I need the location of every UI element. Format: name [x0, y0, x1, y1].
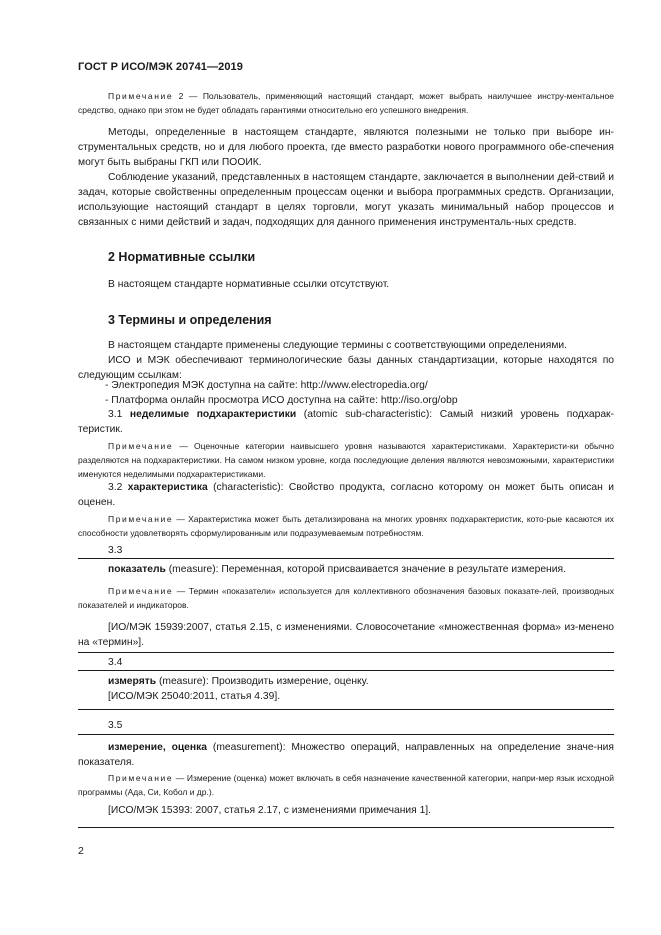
term-name: характеристика	[127, 482, 208, 493]
section-3-intro-2: ИСО и МЭК обеспечивают терминологические базы данных стандартизации, которые находятся по следующим ссылкам:	[78, 355, 614, 381]
bullet-electropedia: - Электропедия МЭК доступна на сайте: http://www.electropedia.org/	[105, 380, 428, 391]
section-3-heading: 3 Термины и определения	[108, 313, 272, 327]
term-3-5-box	[78, 734, 614, 828]
term-3-3-number: 3.3	[108, 545, 123, 556]
term-name: измерять	[108, 676, 157, 687]
term-3-5-definition	[78, 740, 614, 770]
document-header: ГОСТ Р ИСО/МЭК 20741—2019	[78, 61, 243, 73]
note-label: Примечание	[108, 514, 174, 524]
term-3-3-source: [ИО/МЭК 15939:2007, статья 2.15, с изменениями. Словосочетание «множественная форма» из-менено на «термин»].	[78, 622, 614, 648]
note-2	[78, 89, 614, 117]
note-text: — Термин «показатели» используется для коллективного обозначения базовых показате-лей, производных показателей и индикаторов.	[78, 586, 614, 610]
note-3-3	[78, 584, 614, 612]
term-3-2	[78, 480, 614, 510]
note-text: — Характеристика может быть детализирована на многих уровнях подхарактеристик, кото-рые касаются их способности удовлетворять сформулированным или подразумеваемым потребностям.	[78, 514, 614, 538]
page-number: 2	[78, 845, 84, 857]
note-text: 2 — Пользователь, применяющий настоящий стандарт, может выбрать наилучшее инстру-ментальное средство, однако при этом не будет обладать гарантиями относительно его успешного внедрения.	[78, 91, 614, 115]
term-definition: (atomic sub-characteristic): Самый низкий уровень подхарак-теристик.	[78, 409, 614, 435]
note-label: Примечание	[108, 773, 174, 783]
note-3-2	[78, 512, 614, 540]
note-3-1	[78, 439, 614, 481]
note-3-5	[78, 771, 614, 799]
term-number: 3.2	[108, 482, 128, 493]
term-3-3-box	[78, 558, 614, 653]
note-text: — Измерение (оценка) может включать в себя назначение качественной категории, напри-мер язык исходной программы (Ада, Си, Кобол и др.).	[78, 773, 614, 797]
term-3-3-definition	[78, 562, 614, 577]
term-3-4-number: 3.4	[108, 657, 123, 668]
term-3-4-definition	[78, 674, 614, 689]
section-2-text: В настоящем стандарте нормативные ссылки отсутствуют.	[108, 279, 390, 290]
term-definition: (measure): Производить измерение, оценку.	[156, 676, 369, 687]
term-number: 3.1	[108, 409, 130, 420]
note-label: Примечание	[108, 91, 174, 101]
paragraph-methods: Методы, определенные в настоящем стандарте, являются полезными не только при выборе ин-струментальных средств, но и для любого проекта, где вместо разработки нового программного обе-спечения могут быть выбраны ГКП или ПООИК.	[78, 127, 614, 168]
section-2-heading: 2 Нормативные ссылки	[108, 250, 256, 264]
term-3-5-source: [ИСО/МЭК 15393: 2007, статья 2.17, с изменениями примечания 1].	[108, 805, 432, 816]
note-label: Примечание	[108, 586, 174, 596]
term-name: показатель	[108, 564, 166, 575]
term-3-5-number: 3.5	[108, 720, 123, 731]
bullet-iso-obp: - Платформа онлайн просмотра ИСО доступна на сайте: http://iso.org/obp	[105, 395, 458, 406]
term-definition: (measurement): Множество операций, направленных на определение значе-ния показателя.	[78, 742, 614, 768]
term-definition: (measure): Переменная, которой присваивается значение в результате измерения.	[165, 564, 566, 575]
term-3-4-box	[78, 670, 614, 710]
note-label: Примечание	[108, 441, 174, 451]
paragraph-compliance: Соблюдение указаний, представленных в настоящем стандарте, заключается в выполнении дей-ствий и задач, которые свойственны определенным процессам оценки и выбора программных средств. Организации, использующие настоящий стандарт в целях торговли, могут указать минимальный набор процессов и связанных с ними действий и задач, подходящих для данного применения инструменталь-ных средств.	[78, 172, 614, 228]
term-name: неделимые подхарактеристики	[129, 409, 297, 420]
term-3-1	[78, 407, 614, 437]
term-name: измерение, оценка	[108, 742, 208, 753]
note-text: — Оценочные категории наивысшего уровня называются характеристиками. Характеристи-ки обычно разделяются на подхарактеристики. На самом низком уровне, когда последующие деления являются невозможными, характеристики именуются неделимыми подхарактеристиками.	[78, 441, 614, 479]
section-3-intro-1: В настоящем стандарте применены следующие термины с соответствующими определениями.	[108, 340, 568, 351]
term-3-4-source: [ИСО/МЭК 25040:2011, статья 4.39].	[108, 691, 281, 702]
term-definition: (characteristic): Свойство продукта, согласно которому он может быть описан и оценен.	[78, 482, 614, 508]
